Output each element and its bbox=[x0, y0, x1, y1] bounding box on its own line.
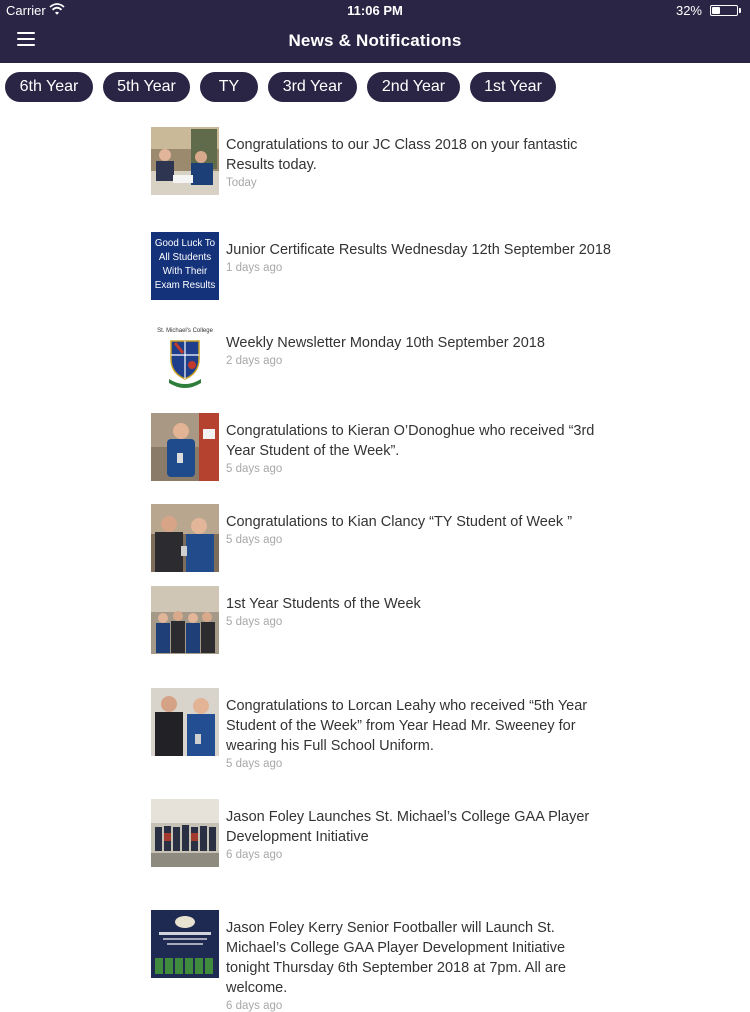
tab-ty[interactable]: TY bbox=[200, 72, 258, 102]
news-title: Congratulations to our JC Class 2018 on your fantastic Results today. bbox=[226, 137, 578, 173]
news-timestamp: 5 days ago bbox=[226, 463, 283, 475]
tab-2nd-year[interactable]: 2nd Year bbox=[367, 72, 460, 102]
news-timestamp: 5 days ago bbox=[226, 534, 283, 546]
news-timestamp: 5 days ago bbox=[226, 616, 283, 628]
college-crest-icon bbox=[151, 325, 219, 393]
news-timestamp: 5 days ago bbox=[226, 758, 283, 770]
crest-caption: St. Michael's College bbox=[157, 328, 213, 334]
status-time: 11:06 PM bbox=[347, 3, 403, 18]
news-thumbnail bbox=[151, 504, 219, 572]
tab-3rd-year[interactable]: 3rd Year bbox=[268, 72, 357, 102]
news-timestamp: 1 days ago bbox=[226, 262, 283, 274]
news-timestamp: 6 days ago bbox=[226, 1000, 283, 1012]
tab-5th-year[interactable]: 5th Year bbox=[103, 72, 190, 102]
good-luck-banner: Good Luck To All Students With Their Exam Results bbox=[151, 232, 219, 300]
news-timestamp: Today bbox=[226, 177, 257, 189]
news-thumbnail bbox=[151, 325, 219, 393]
status-bar bbox=[0, 0, 750, 22]
news-title: Congratulations to Lorcan Leahy who received “5th Year Student of the Week” from Year Head Mr. Sweeney for wearing his Full School Uniform. bbox=[226, 698, 588, 754]
battery-icon bbox=[710, 5, 738, 16]
news-timestamp: 6 days ago bbox=[226, 849, 283, 861]
news-timestamp: 2 days ago bbox=[226, 355, 283, 367]
news-title: Congratulations to Kieran O’Donoghue who received “3rd Year Student of the Week”. bbox=[226, 423, 595, 459]
news-thumbnail bbox=[151, 910, 219, 978]
news-thumbnail bbox=[151, 688, 219, 756]
tab-6th-year[interactable]: 6th Year bbox=[5, 72, 93, 102]
news-title: Jason Foley Kerry Senior Footballer will Launch St. Michael’s College GAA Player Development Initiative tonight Thursday 6th September 2018 at 7pm. All are welcome. bbox=[226, 920, 566, 996]
news-title: 1st Year Students of the Week bbox=[226, 596, 421, 612]
news-thumbnail bbox=[151, 586, 219, 654]
battery-level bbox=[712, 7, 720, 14]
news-title: Weekly Newsletter Monday 10th September 2018 bbox=[226, 335, 545, 351]
app-header bbox=[0, 0, 750, 63]
tab-1st-year[interactable]: 1st Year bbox=[470, 72, 556, 102]
news-thumbnail bbox=[151, 413, 219, 481]
carrier-label: Carrier bbox=[6, 3, 46, 18]
battery-percentage: 32% bbox=[675, 3, 702, 18]
news-title: Jason Foley Launches St. Michael’s College GAA Player Development Initiative bbox=[226, 809, 590, 845]
news-thumbnail bbox=[151, 799, 219, 867]
news-title: Junior Certificate Results Wednesday 12th September 2018 bbox=[226, 242, 612, 258]
page-title: News & Notifications bbox=[288, 31, 462, 50]
news-thumbnail bbox=[151, 232, 219, 300]
news-thumbnail bbox=[151, 127, 219, 195]
news-title: Congratulations to Kian Clancy “TY Student of Week ” bbox=[226, 514, 573, 530]
year-tabs bbox=[0, 63, 750, 111]
